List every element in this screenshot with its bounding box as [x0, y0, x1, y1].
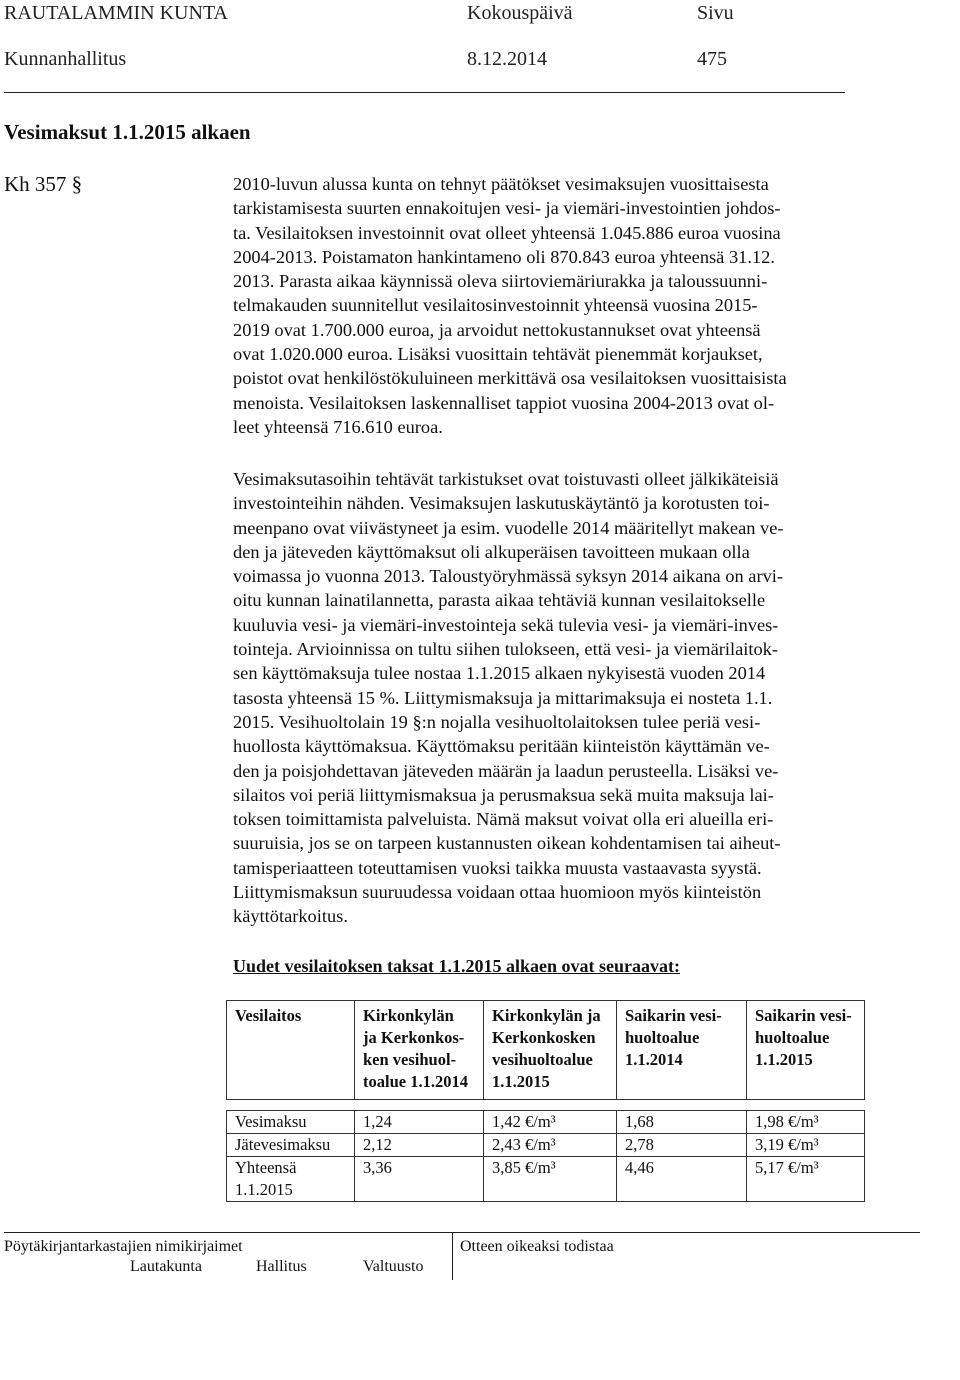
paragraph-line: poistot ovat henkilöstökuluineen merkittävä osa vesilaitoksen vuosittaisista: [233, 368, 787, 389]
table-cell: [355, 1111, 484, 1134]
table-header-row: [227, 1001, 865, 1100]
table-header-cell: [355, 1001, 484, 1100]
org-name: RAUTALAMMIN KUNTA: [4, 2, 229, 24]
table-header-line: Saikarin vesi-: [755, 1006, 852, 1025]
table-cell: [355, 1157, 484, 1202]
table-header-line: Kirkonkylän ja: [492, 1006, 601, 1025]
paragraph-line: ovat 1.020.000 euroa. Lisäksi vuosittain tehtävät pienemmät korjaukset,: [233, 344, 763, 365]
table-cell: [617, 1134, 747, 1157]
document-title: Vesimaksut 1.1.2015 alkaen: [4, 120, 251, 144]
paragraph-line: tasosta yhteensä 15 %. Liittymismaksuja ja mittarimaksuja ei nosteta 1.1.: [233, 687, 773, 708]
paragraph-line: leet yhteensä 716.610 euroa.: [233, 416, 443, 437]
paragraph-line: voimassa jo vuonna 2013. Taloustyöryhmässä syksyn 2014 aikana on arvi-: [233, 566, 784, 587]
rates-subheading: Uudet vesilaitoksen taksat 1.1.2015 alkaen ovat seuraavat:: [233, 956, 681, 976]
body-name: Kunnanhallitus: [4, 48, 127, 70]
table-cell-line: 1,68: [625, 1112, 654, 1131]
table-header-cell: [747, 1001, 865, 1100]
table-cell: [747, 1111, 865, 1134]
table-header-line: ja Kerkonkos-: [363, 1028, 465, 1047]
table-cell: [747, 1134, 865, 1157]
table-cell-line: Vesimaksu: [235, 1112, 307, 1131]
paragraph-line: tarkistamisesta suurten ennakoitujen vesi- ja viemäri-investointien johdos-: [233, 198, 781, 219]
paragraph-line: 2019 ovat 1.700.000 euroa, ja arvoidut nettokustannukset ovat yhteensä: [233, 319, 761, 340]
paragraph-line: Vesimaksutasoihin tehtävät tarkistukset ovat toistuvasti olleet jälkikäteisiä: [233, 469, 779, 489]
paragraph-line: telmakauden suunnitellut vesilaitosinvestoinnit yhteensä vuosina 2015-: [233, 295, 758, 316]
paragraph-line: meenpano ovat viivästyneet ja esim. vuodelle 2014 määritellyt makean ve-: [233, 517, 784, 538]
table-cell-line: 4,46: [625, 1158, 654, 1177]
table-cell-line: 2,43 €/m³: [492, 1135, 556, 1154]
table-cell-line: 5,17 €/m³: [755, 1158, 819, 1177]
table-header-line: Kerkonkosken: [492, 1028, 596, 1047]
table-header-cell: [227, 1001, 355, 1100]
footer-body-valtuusto: Valtuusto: [363, 1258, 424, 1275]
table-header-line: toalue 1.1.2014: [363, 1072, 468, 1091]
paragraph-line: den ja jäteveden käyttömaksut oli alkuperäisen tavoitteen mukaan olla: [233, 541, 750, 562]
table-header-line: 1.1.2014: [625, 1050, 683, 1069]
paragraph-line: silaitos voi periä liittymismaksua ja perusmaksua sekä muita maksuja lai-: [233, 784, 774, 805]
table-cell-line: 1,24: [363, 1112, 392, 1131]
paragraph-line: oitu kunnan lainatilannetta, parasta aikaa tehtäviä kunnan vesilaitokselle: [233, 590, 766, 611]
table-cell-line: 1,42 €/m³: [492, 1112, 556, 1131]
table-cell-line: 1.1.2015: [235, 1180, 293, 1199]
paragraph-line: investointeihin nähden. Vesimaksujen laskutuskäytäntö ja korotusten toi-: [233, 493, 770, 514]
paragraph-2: [233, 467, 883, 929]
table-row: [227, 1157, 865, 1202]
paragraph-line: toksen toimittamista palveluista. Nämä maksut voivat olla eri alueilla eri-: [233, 809, 774, 830]
table-header-line: huoltoalue: [625, 1028, 700, 1047]
table-row: [227, 1134, 865, 1157]
table-row: [227, 1111, 865, 1134]
table-cell-line: 3,85 €/m³: [492, 1158, 556, 1177]
page-number: 475: [697, 48, 727, 70]
table-header-line: 1.1.2015: [492, 1072, 550, 1091]
table-cell-line: 1,98 €/m³: [755, 1112, 819, 1131]
table-header-cell: [484, 1001, 617, 1100]
paragraph-line: huollosta käyttömaksua. Käyttömaksu peritään kiinteistön käyttämän ve-: [233, 736, 770, 757]
table-cell: [484, 1134, 617, 1157]
table-cell: [617, 1157, 747, 1202]
paragraph-line: suuruisia, jos se on tarpeen kustannusten oikean kohdentamisen tai aiheut-: [233, 833, 781, 854]
table-header-line: ken vesihuol-: [363, 1050, 457, 1069]
table-header-line: 1.1.2015: [755, 1050, 813, 1069]
table-cell: [355, 1134, 484, 1157]
page-label: Sivu: [697, 2, 734, 24]
table-cell: [227, 1134, 355, 1157]
table-cell-line: 2,78: [625, 1135, 654, 1154]
table-cell-line: 3,19 €/m³: [755, 1135, 819, 1154]
table-header-cell: [617, 1001, 747, 1100]
paragraph-line: ta. Vesilaitoksen investoinnit ovat olleet yhteensä 1.045.886 euroa vuosina: [233, 222, 781, 243]
section-number: Kh 357 §: [4, 172, 83, 196]
rates-table: [226, 1000, 865, 1202]
paragraph-line: menoista. Vesilaitoksen laskennalliset tappiot vuosina 2004-2013 ovat ol-: [233, 392, 775, 413]
certified-label: Otteen oikeaksi todistaa: [460, 1238, 614, 1255]
paragraph-line: 2010-luvun alussa kunta on tehnyt päätökset vesimaksujen vuosittaisesta: [233, 174, 769, 194]
table-header-line: Saikarin vesi-: [625, 1006, 722, 1025]
table-cell: [484, 1111, 617, 1134]
meeting-date: 8.12.2014: [467, 48, 547, 70]
table-cell-line: Yhteensä: [235, 1158, 297, 1177]
table-cell-line: Jätevesimaksu: [235, 1135, 331, 1154]
paragraph-line: Liittymismaksun suuruudessa voidaan ottaa huomioon myös kiinteistön: [233, 882, 762, 903]
paragraph-line: kuuluvia vesi- ja viemäri-investointeja sekä tulevia vesi- ja viemäri-inves-: [233, 614, 779, 635]
paragraph-line: käyttötarkoitus.: [233, 906, 348, 927]
table-header-line: Vesilaitos: [235, 1006, 302, 1025]
footer-body-lautakunta: Lautakunta: [130, 1258, 202, 1275]
paragraph-line: tamisperiaatteen toteuttamisen vuoksi taikka muusta vastaavasta syystä.: [233, 857, 762, 878]
footer-body-hallitus: Hallitus: [256, 1258, 307, 1275]
paragraph-line: 2004-2013. Poistamaton hankintameno oli 870.843 euroa yhteensä 31.12.: [233, 246, 775, 267]
paragraph-line: 2013. Parasta aikaa käynnissä oleva siirtoviemäriurakka ja taloussuunni-: [233, 271, 768, 292]
paragraph-line: tointeja. Arvioinnissa on tultu siihen tulokseen, että vesi- ja viemärilaitok-: [233, 639, 778, 660]
paragraph-line: 2015. Vesihuoltolain 19 §:n nojalla vesihuoltolaitoksen tulee periä vesi-: [233, 711, 761, 732]
paragraph-line: den ja poisjohdettavan jäteveden määrän ja laadun perusteella. Lisäksi ve-: [233, 760, 779, 781]
table-cell: [747, 1157, 865, 1202]
table-cell-line: 3,36: [363, 1158, 392, 1177]
table-cell: [617, 1111, 747, 1134]
header-divider: [4, 92, 845, 93]
table-header-line: Kirkonkylän: [363, 1006, 454, 1025]
table-cell-line: 2,12: [363, 1135, 392, 1154]
signatures-label: Pöytäkirjantarkastajien nimikirjaimet: [4, 1238, 243, 1255]
paragraph-1: [233, 172, 883, 439]
table-cell: [227, 1157, 355, 1202]
table-cell: [484, 1157, 617, 1202]
table-header-line: huoltoalue: [755, 1028, 830, 1047]
meeting-date-label: Kokouspäivä: [467, 2, 573, 24]
table-cell: [227, 1111, 355, 1134]
table-header-line: vesihuoltoalue: [492, 1050, 593, 1069]
paragraph-line: sen käyttömaksuja tulee nostaa 1.1.2015 alkaen nykyisestä vuoden 2014: [233, 663, 766, 684]
